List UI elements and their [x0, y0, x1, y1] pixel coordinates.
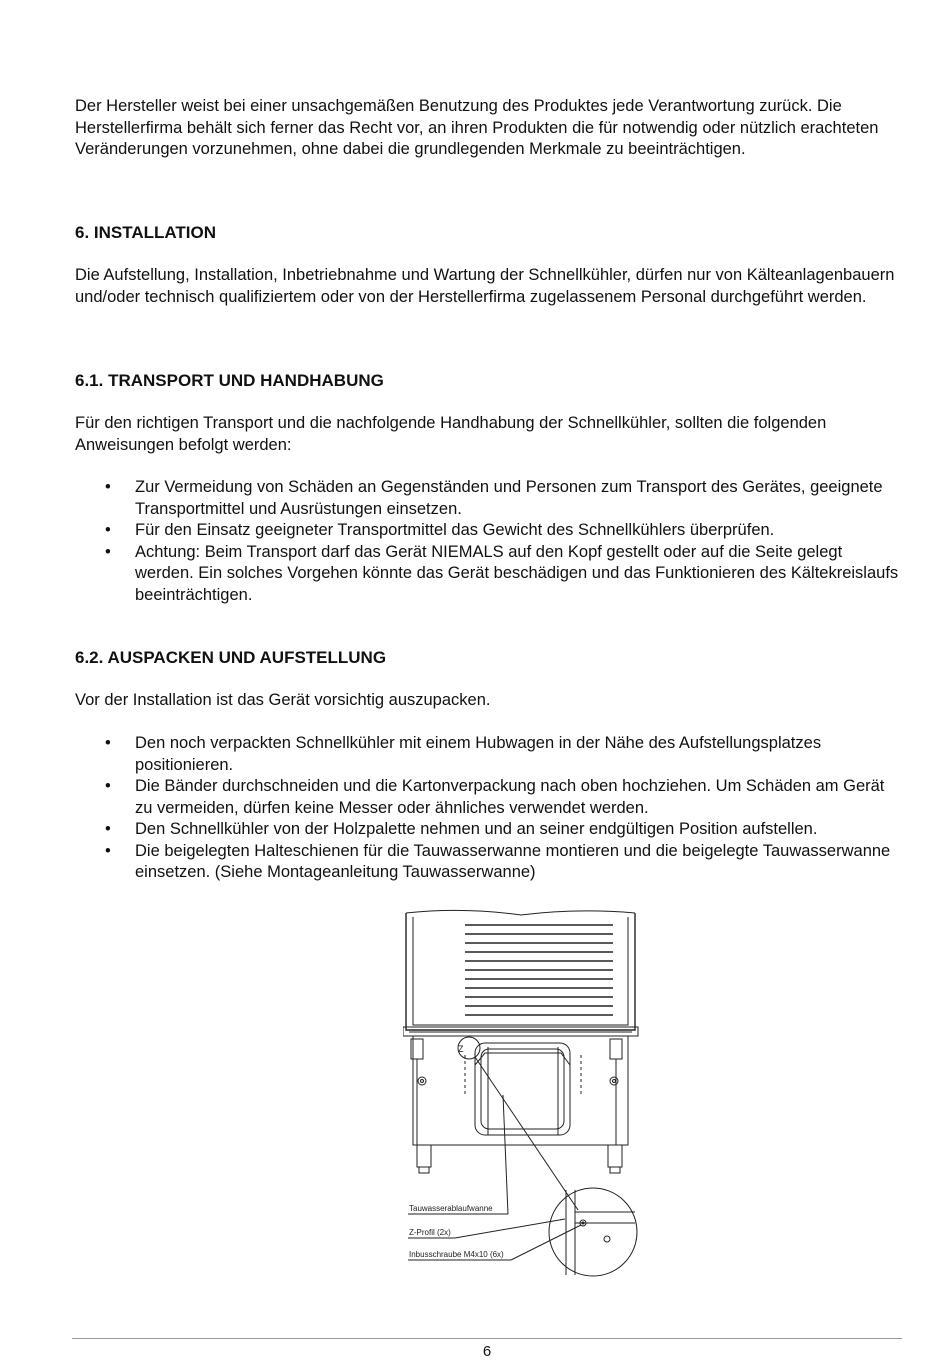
list-item-text: Den Schnellkühler von der Holzpalette nehmen und an seiner endgültigen Position aufstellen.: [135, 820, 818, 838]
list-item: [75, 542, 905, 607]
bullet-glyph: •: [105, 521, 111, 539]
bullet-glyph: •: [105, 542, 111, 561]
heading-installation: 6. INSTALLATION: [75, 223, 217, 242]
heading-transport: 6.1. TRANSPORT UND HANDHABUNG: [75, 371, 384, 390]
installation-paragraph: Die Aufstellung, Installation, Inbetriebnahme und Wartung der Schnellkühler, dürfen nur von Kälteanlagenbauern und/oder technisch qualifiziertem oder von der Herstellerfirma zugelassenem Personal durchgeführt werden.: [75, 266, 895, 306]
louver-grille: [465, 925, 613, 1015]
bullet-glyph: •: [105, 777, 111, 795]
list-item-text: Den noch verpackten Schnellkühler mit einem Hubwagen in der Nähe des Aufstellungsplatzes positionieren.: [135, 734, 822, 774]
callout-hex-screw: Inbusschraube M4x10 (6x): [409, 1250, 504, 1259]
unpacking-bullet-list: [75, 733, 905, 884]
list-item-text: Die Bänder durchschneiden und die Kartonverpackung nach oben hochziehen. Um Schäden am Gerät zu vermeiden, dürfen keine Messer oder ähnliches verwendet werden.: [135, 777, 885, 817]
bullet-glyph: •: [105, 841, 111, 860]
list-item: [75, 520, 905, 542]
bullet-glyph: •: [105, 734, 111, 752]
list-item-text: Achtung: Beim Transport darf das Gerät NIEMALS auf den Kopf gestellt oder auf die Seite gelegt werden. Ein solches Vorgehen könnte das Gerät beschädigen und das Funktionieren des Kältekreislaufs beeinträchtigen.: [135, 542, 899, 604]
list-item-text: Die beigelegten Halteschienen für die Tauwasserwanne montieren und die beigelegte Tauwasserwanne einsetzen. (Siehe Montageanleitung Tauwasserwanne): [135, 841, 891, 881]
list-item: [75, 841, 905, 884]
transport-paragraph: Für den richtigen Transport und die nachfolgende Handhabung der Schnellkühler, sollten die folgenden Anweisungen befolgt werden:: [75, 414, 827, 454]
page-number: 6: [482, 1343, 492, 1360]
bullet-glyph: •: [105, 820, 111, 838]
drip-tray: [475, 1043, 570, 1135]
bullet-glyph: •: [105, 478, 111, 496]
intro-paragraph: Der Hersteller weist bei einer unsachgemäßen Benutzung des Produktes jede Verantwortung zurück. Die Herstellerfirma behält sich ferner das Recht vor, an ihren Produkten die für notwendig oder nützlich erachteten Veränderungen vorzunehmen, ohne dabei die grundlegenden Merkmale zu beeinträchtigen.: [75, 97, 879, 158]
appliance-drawing: [403, 905, 643, 1290]
heading-unpacking: 6.2. AUSPACKEN UND AUFSTELLUNG: [75, 648, 387, 667]
callout-z-profile: Z-Profil (2x): [409, 1228, 451, 1237]
list-item-text: Zur Vermeidung von Schäden an Gegenständen und Personen zum Transport des Gerätes, geeignete Transportmittel und Ausrüstungen einsetzen.: [135, 478, 883, 518]
transport-bullet-list: [75, 477, 905, 606]
list-item: [75, 776, 905, 819]
z-label: Z: [458, 1044, 464, 1054]
footer-divider: [72, 1338, 902, 1339]
list-item: [75, 477, 905, 520]
unpacking-paragraph: Vor der Installation ist das Gerät vorsichtig auszupacken.: [75, 691, 491, 709]
list-item: [75, 733, 905, 776]
list-item: [75, 819, 905, 841]
zoom-detail: [549, 1188, 637, 1276]
callout-drip-tray: Tauwasserablaufwanne: [409, 1204, 493, 1213]
list-item-text: Für den Einsatz geeigneter Transportmittel das Gewicht des Schnellkühlers überprüfen.: [135, 521, 775, 539]
